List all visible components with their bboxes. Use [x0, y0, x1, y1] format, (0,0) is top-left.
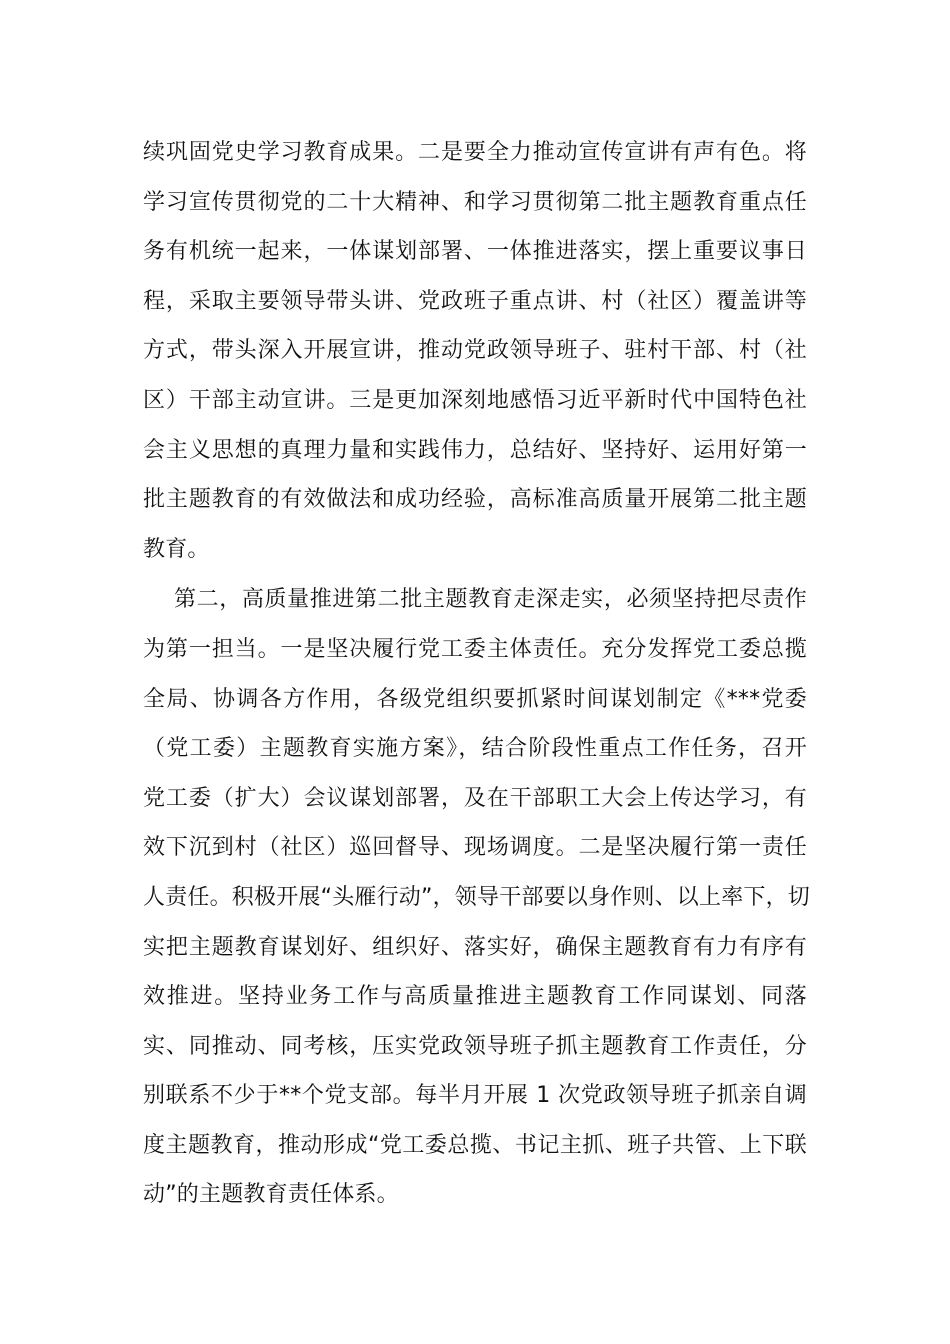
- paragraph-line: 全局、协调各方作用，各级党组织要抓紧时间谋划制定《***党委: [143, 686, 807, 712]
- paragraph-line: 效下沉到村（社区）巡回督导、现场调度。二是坚决履行第一责任: [143, 835, 807, 861]
- paragraph-1: [143, 128, 807, 574]
- paragraph-line: 程，采取主要领导带头讲、党政班子重点讲、村（社区）覆盖讲等: [143, 288, 807, 314]
- paragraph-line: 区）干部主动宣讲。三是更加深刻地感悟习近平新时代中国特色社: [143, 387, 807, 413]
- paragraph-line: 学习宣传贯彻党的二十大精神、和学习贯彻第二批主题教育重点任: [143, 189, 807, 215]
- paragraph-line: 党工委（扩大）会议谋划部署，及在干部职工大会上传达学习，有: [143, 785, 807, 811]
- paragraph-line: 动”的主题教育责任体系。: [143, 1182, 399, 1208]
- paragraph-line: 第二，高质量推进第二批主题教育走深走实，必须坚持把尽责作: [174, 587, 807, 613]
- paragraph-2: [143, 575, 810, 1220]
- paragraph-line: 批主题教育的有效做法和成功经验，高标准高质量开展第二批主题: [143, 487, 807, 513]
- paragraph-line: 度主题教育，推动形成“党工委总揽、书记主抓、班子共管、上下联: [143, 1132, 807, 1158]
- paragraph-line: 效推进。坚持业务工作与高质量推进主题教育工作同谋划、同落: [143, 984, 807, 1010]
- paragraph-line: 实、同推动、同考核，压实党政领导班子抓主题教育工作责任，分: [143, 1033, 807, 1059]
- paragraph-line: 人责任。积极开展“头雁行动”，领导干部要以身作则、以上率下，切: [143, 884, 810, 910]
- document-body: [143, 128, 810, 1220]
- paragraph-line: 教育。: [143, 536, 210, 562]
- paragraph-line: 方式，带头深入开展宣讲，推动党政领导班子、驻村干部、村（社: [143, 338, 807, 364]
- paragraph-line: 务有机统一起来，一体谋划部署、一体推进落实，摆上重要议事日: [143, 239, 807, 265]
- paragraph-line: 会主义思想的真理力量和实践伟力，总结好、坚持好、运用好第一: [143, 437, 807, 463]
- paragraph-line: 实把主题教育谋划好、组织好、落实好，确保主题教育有力有序有: [143, 934, 807, 960]
- paragraph-line: （党工委）主题教育实施方案》，结合阶段性重点工作任务，召开: [143, 736, 807, 762]
- paragraph-line: 别联系不少于**个党支部。每半月开展 1 次党政领导班子抓亲自调: [143, 1083, 807, 1109]
- paragraph-line: 为第一担当。一是坚决履行党工委主体责任。充分发挥党工委总揽: [143, 636, 807, 662]
- paragraph-line: 续巩固党史学习教育成果。二是要全力推动宣传宣讲有声有色。将: [143, 140, 807, 165]
